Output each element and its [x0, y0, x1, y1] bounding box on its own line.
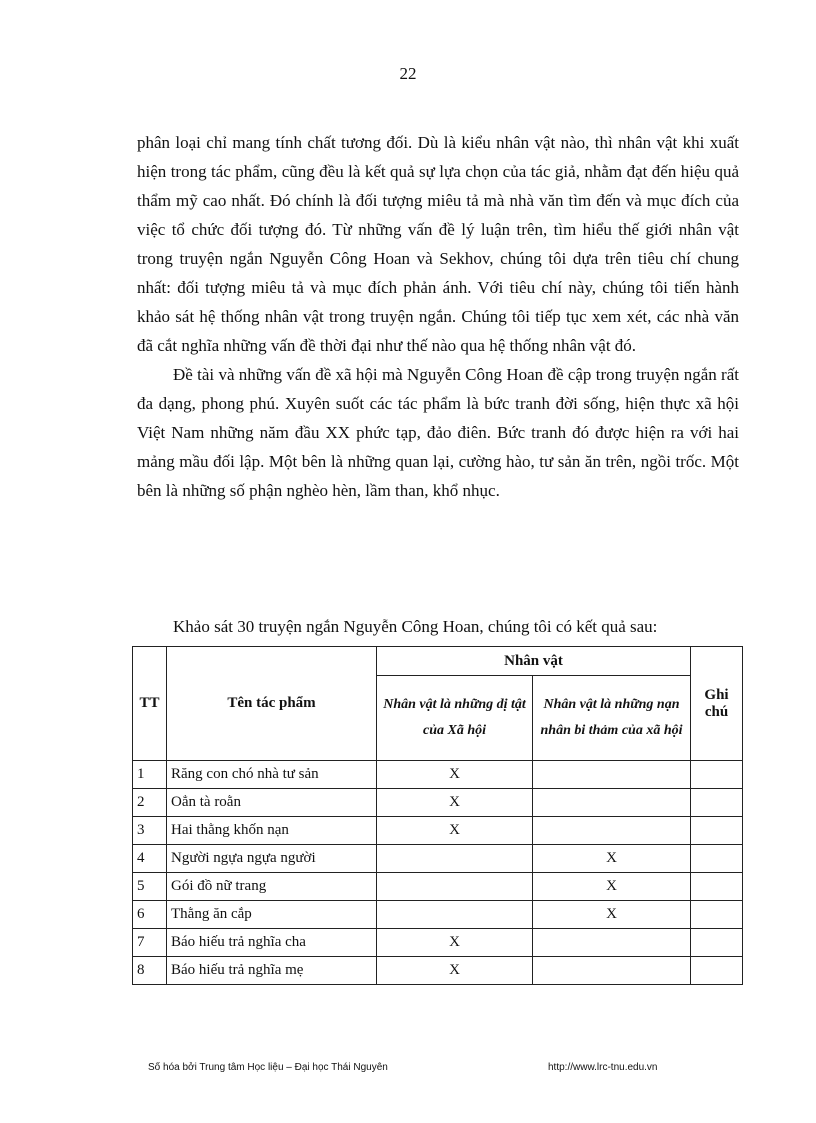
paragraph-2: Đề tài và những vấn đề xã hội mà Nguyễn Công Hoan đề cập trong truyện ngắn rất đa dạng, phong phú. Xuyên suốt các tác phẩm là bức tranh đời sống, hiện thực xã hội Việt Nam những năm đầu XX phức tạp, đảo điên. Bức tranh đó được hiện ra với hai mảng mầu đối lập. Một bên là những quan lại, cường hào, tư sản ăn trên, ngồi trốc. Một bên là những số phận nghèo hèn, lầm than, khổ nhục. [137, 365, 739, 500]
row-title: Gói đồ nữ trang [167, 873, 377, 901]
table-row [133, 845, 743, 873]
row-victims: X [533, 845, 691, 873]
row-tt: 5 [133, 873, 167, 901]
row-tt: 3 [133, 817, 167, 845]
footer-source: Số hóa bởi Trung tâm Học liệu – Đại học Thái Nguyên [148, 1062, 388, 1073]
row-title: Răng con chó nhà tư sản [167, 761, 377, 789]
row-victims: X [533, 873, 691, 901]
table-row [133, 789, 743, 817]
paragraph-1: phân loại chỉ mang tính chất tương đối. Dù là kiểu nhân vật nào, thì nhân vật khi xuất hiện trong tác phẩm, cũng đều là kết quả sự lựa chọn của tác giả, nhằm đạt đến hiệu quả thẩm mỹ cao nhất. Đó chính là đối tượng miêu tả mà nhà văn tìm đến và mục đích của việc tổ chức đối tượng đó. Từ những vấn đề lý luận trên, tìm hiểu thế giới nhân vật trong truyện ngắn Nguyễn Công Hoan và Sekhov, chúng tôi dựa trên tiêu chí chung nhất: đối tượng miêu tả và mục đích phản ánh. Với tiêu chí này, chúng tôi tiến hành khảo sát hệ thống nhân vật trong truyện ngắn. Chúng tôi tiếp tục xem xét, các nhà văn đã cắt nghĩa những vấn đề thời đại như thế nào qua hệ thống nhân vật đó. [137, 133, 739, 355]
row-victims: X [533, 901, 691, 929]
row-note [691, 929, 743, 957]
row-deformed: X [377, 789, 533, 817]
header-characters: Nhân vật [377, 647, 691, 676]
table-header-row [133, 647, 743, 676]
header-tt: TT [133, 647, 167, 761]
row-tt: 4 [133, 845, 167, 873]
row-note [691, 957, 743, 985]
table-row [133, 761, 743, 789]
row-deformed [377, 873, 533, 901]
row-victims [533, 817, 691, 845]
row-note [691, 901, 743, 929]
row-victims [533, 789, 691, 817]
table-row [133, 957, 743, 985]
row-note [691, 789, 743, 817]
table-row [133, 901, 743, 929]
row-deformed: X [377, 957, 533, 985]
row-title: Người ngựa ngựa người [167, 845, 377, 873]
row-deformed: X [377, 817, 533, 845]
row-tt: 1 [133, 761, 167, 789]
page-number: 22 [399, 64, 417, 83]
row-victims [533, 761, 691, 789]
row-tt: 2 [133, 789, 167, 817]
row-deformed [377, 901, 533, 929]
body-text [137, 128, 739, 505]
row-tt: 7 [133, 929, 167, 957]
row-title: Báo hiếu trả nghĩa mẹ [167, 957, 377, 985]
row-note [691, 817, 743, 845]
row-note [691, 845, 743, 873]
row-note [691, 761, 743, 789]
row-deformed [377, 845, 533, 873]
results-table [132, 646, 743, 985]
row-tt: 6 [133, 901, 167, 929]
footer-url-link[interactable]: http://www.lrc-tnu.edu.vn [548, 1062, 658, 1073]
table-row [133, 873, 743, 901]
row-tt: 8 [133, 957, 167, 985]
row-deformed: X [377, 929, 533, 957]
row-victims [533, 957, 691, 985]
header-deformed: Nhân vật là những dị tật của Xã hội [377, 676, 533, 761]
row-note [691, 873, 743, 901]
header-victims: Nhân vật là những nạn nhân bi thảm của xã hội [533, 676, 691, 761]
survey-intro: Khảo sát 30 truyện ngắn Nguyễn Công Hoan, chúng tôi có kết quả sau: [173, 617, 658, 636]
row-victims [533, 929, 691, 957]
row-title: Báo hiếu trả nghĩa cha [167, 929, 377, 957]
header-title: Tên tác phẩm [167, 647, 377, 761]
header-note: Ghi chú [691, 647, 743, 761]
row-title: Hai thằng khốn nạn [167, 817, 377, 845]
row-deformed: X [377, 761, 533, 789]
table-row [133, 929, 743, 957]
row-title: Thằng ăn cắp [167, 901, 377, 929]
row-title: Oẳn tà roằn [167, 789, 377, 817]
table-row [133, 817, 743, 845]
